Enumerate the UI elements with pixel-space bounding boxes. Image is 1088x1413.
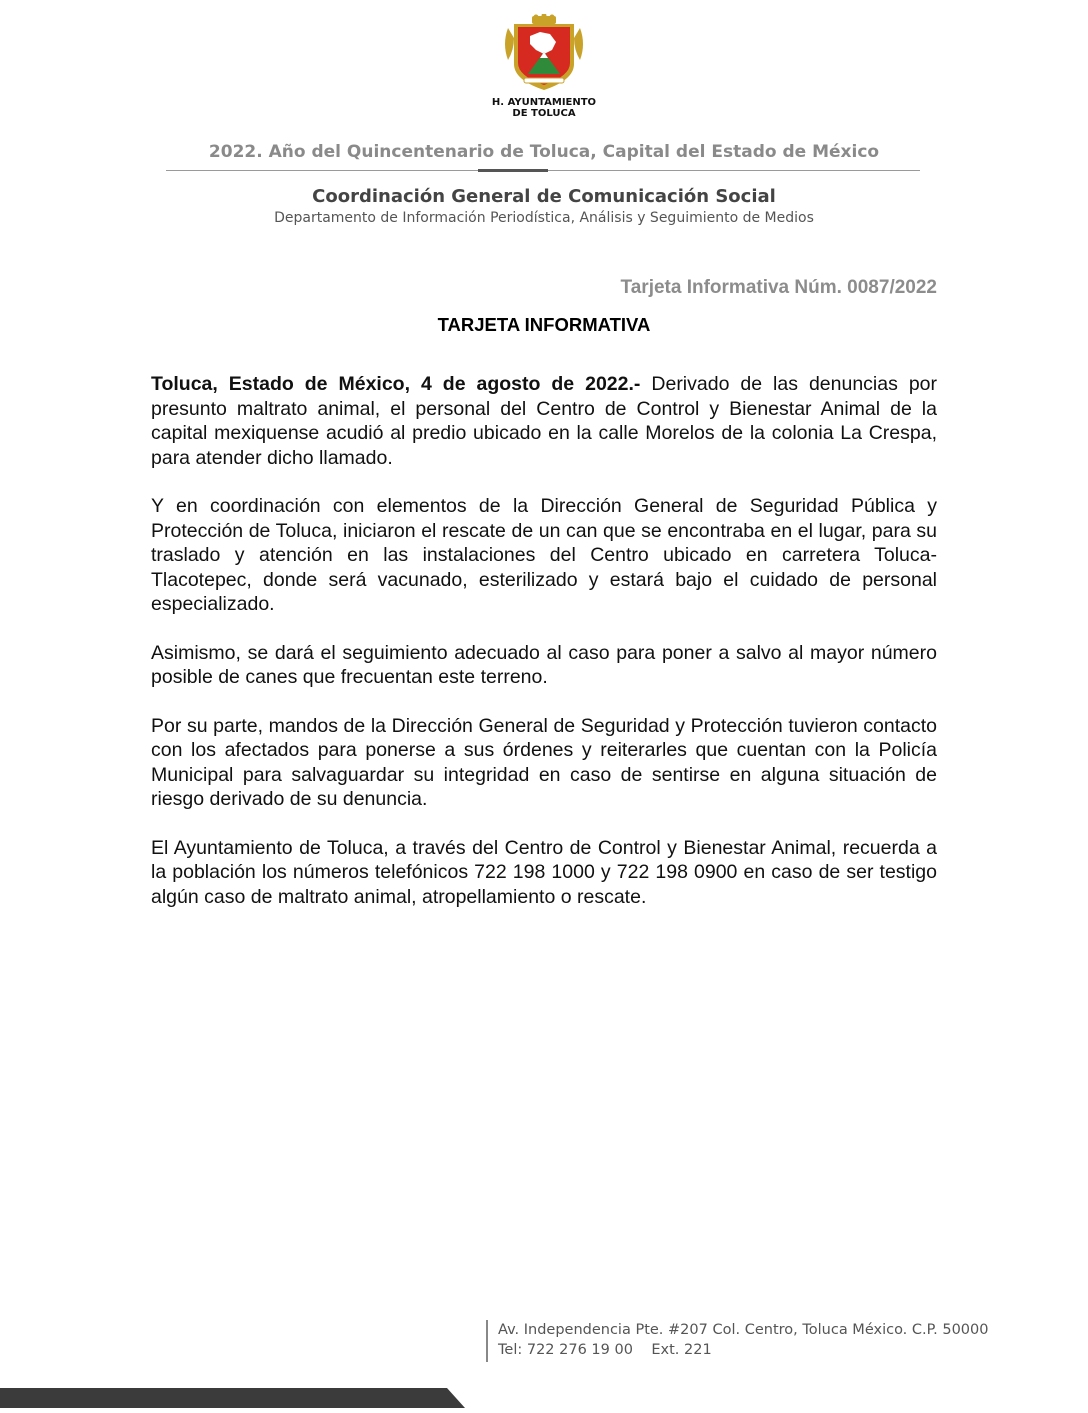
header-divider-accent — [478, 169, 548, 172]
footer-address: Av. Independencia Pte. #207 Col. Centro, Toluca México. C.P. 50000 — [498, 1322, 989, 1338]
paragraph-5: El Ayuntamiento de Toluca, a través del Centro de Control y Bienestar Animal, recuerda a la población los números telefónicos 722 198 1000 y 722 198 0900 en caso de ser testigo algún caso de maltrato animal, atropellamiento o rescate. — [151, 836, 937, 908]
dateline: Toluca, Estado de México, 4 de agosto de 2022.- — [151, 373, 641, 395]
logo-caption — [470, 97, 618, 119]
bottom-decorative-stripe — [0, 1388, 465, 1408]
document-title: TARJETA INFORMATIVA — [437, 314, 651, 335]
paragraph-4: Por su parte, mandos de la Dirección General de Seguridad y Protección tuvieron contacto con los afectados para ponerse a sus órdenes y reiterarles que cuentan con la Policía Municipal para salvaguardar su integridad en caso de sentirse en alguna situación de riesgo derivado de su denuncia. — [151, 714, 937, 810]
paragraph-2: Y en coordinación con elementos de la Dirección General de Seguridad Pública y Protección de Toluca, iniciaron el rescate de un can que se encontraba en el lugar, para su traslado y atención en las instalaciones del Centro ubicado en carretera Toluca-Tlacotepec, donde será vacunado, esterilizado y estará bajo el cuidado de personal especializado. — [151, 495, 937, 615]
year-banner: 2022. Año del Quincentenario de Toluca, Capital del Estado de México — [208, 142, 880, 162]
footer-phone: Tel: 722 276 19 00 Ext. 221 — [498, 1342, 712, 1358]
paragraph-1-text: Derivado de las denuncias por presunto maltrato animal, el personal del Centro de Control y Bienestar Animal de la capital mexiquense acudió al predio ubicado en la calle Morelos de la colonia La Crespa, para atender dicho llamado. — [151, 373, 937, 469]
paragraph-1 — [151, 372, 937, 470]
logo-caption-line1: H. AYUNTAMIENTO — [491, 97, 597, 108]
document-body — [151, 372, 937, 933]
footer-divider — [486, 1320, 488, 1362]
card-number: Tarjeta Informativa Núm. 0087/2022 — [620, 277, 937, 298]
coordination-title: Coordinación General de Comunicación Social — [312, 186, 776, 207]
logo-caption-line2: DE TOLUCA — [512, 108, 576, 119]
department-title: Departamento de Información Periodística, Análisis y Seguimiento de Medios — [274, 210, 814, 226]
toluca-coat-of-arms-logo — [500, 14, 588, 94]
paragraph-3: Asimismo, se dará el seguimiento adecuado al caso para poner a salvo al mayor número posible de canes que frecuentan este terreno. — [151, 641, 937, 688]
